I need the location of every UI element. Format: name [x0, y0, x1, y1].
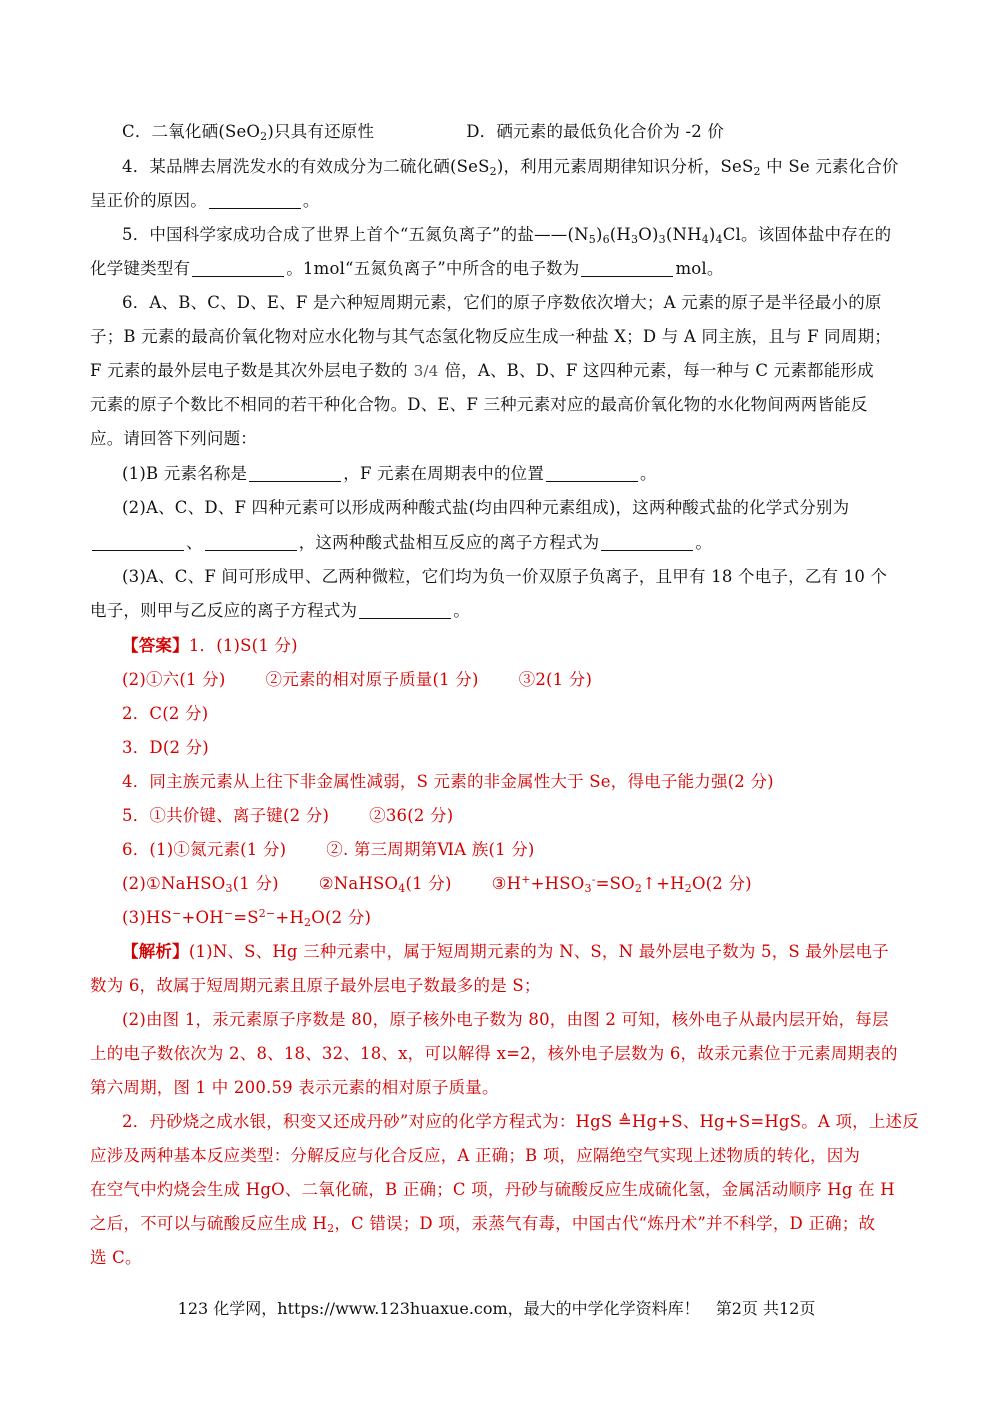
- answer-blank[interactable]: [601, 534, 693, 551]
- answer-blank[interactable]: [249, 465, 341, 482]
- answer-1: 【答案】1．(1)S(1 分): [122, 636, 298, 655]
- analysis-p1-line2: 数为 6，故属于短周期元素且原子最外层电子数最多的是 S；: [90, 976, 541, 995]
- q6-line5: 应。请回答下列问题：: [90, 429, 257, 448]
- answer-4: 4．同主族元素从上往下非金属性减弱，S 元素的非金属性大于 Se，得电子能力强(2 分): [122, 772, 774, 791]
- answer-6-part1: 6．(1)①氮元素(1 分) ②. 第三周期第ⅥA 族(1 分): [122, 840, 535, 859]
- answer-5: 5．①共价键、离子键(2 分) ②36(2 分): [122, 806, 454, 825]
- answer-6-part3: $(3)HS^-+OH^-=S^{2-}+H_2O(2$ 分): [122, 907, 372, 929]
- analysis-p3-line4: 之后，不可以与硫酸反应生成 $H_2$，C 错误；D 项，汞蒸气有毒，中国古代“炼丹术”并不科学，D 正确；故: [90, 1214, 876, 1235]
- answer-3: 3．D(2 分): [122, 738, 209, 757]
- analysis-p3-line5: 选 C。: [90, 1248, 142, 1267]
- q6-part3-line1: (3)A、C、F 间可形成甲、乙两种微粒，它们均为负一价双原子负离子，且甲有 18 个电子，乙有 10 个: [122, 567, 888, 586]
- q4-line1: 4．某品牌去屑洗发水的有效成分为二硫化硒(SeS$_2$)，利用元素周期律知识分析，SeS$_2$ 中 Se 元素化合价: [122, 157, 899, 178]
- analysis-p1-line1: 【解析】(1)N、S、Hg 三种元素中，属于短周期元素的为 N、S，N 最外层电子数为 5，S 最外层电子: [122, 942, 889, 961]
- q4-line2: 呈正价的原因。 。: [90, 191, 320, 210]
- analysis-p2-line3: 第六周期，图 1 中 200.59 表示元素的相对原子质量。: [90, 1078, 499, 1097]
- q6-part2-line1: (2)A、C、D、F 四种元素可以形成两种酸式盐(均由四种元素组成)，这两种酸式盐的化学式分别为: [122, 498, 850, 517]
- q6-line2: 子；B 元素的最高价氧化物对应水化物与其气态氢化物反应生成一种盐 X；D 与 A 同主族，且与 F 同周期；: [90, 327, 891, 346]
- answer-2: 2．C(2 分): [122, 704, 209, 723]
- answer-blank[interactable]: [546, 465, 638, 482]
- analysis-p2-line2: 上的电子数依次为 2、8、18、32、18、x，可以解得 x=2，核外电子层数为 6，故汞元素位于元素周期表的: [90, 1044, 898, 1063]
- answer-blank[interactable]: [92, 534, 184, 551]
- footer-site-text: 123 化学网，https://www.123huaxue.com，最大的中学化学资料库！: [177, 1299, 700, 1318]
- answer-1-part2: (2)①六(1 分) ②元素的相对原子质量(1 分) ③2(1 分): [122, 670, 593, 689]
- q5-line2: 化学键类型有 。1mol“五氮负离子”中所含的电子数为 mol。: [90, 259, 724, 278]
- analysis-p3-line1: 2．丹砂烧之成水银，积变又还成丹砂”对应的化学方程式为：HgS ≜Hg+S、Hg+S=HgS。A 项，上述反: [122, 1112, 919, 1131]
- q3-option-d: D．硒元素的最低负化合价为 -2 价: [466, 122, 725, 141]
- q6-line1: 6．A、B、C、D、E、F 是六种短周期元素，它们的原子序数依次增大；A 元素的原子是半径最小的原: [122, 293, 882, 312]
- q6-line4: 元素的原子个数比不相同的若干种化合物。D、E、F 三种元素对应的最高价氧化物的水化物间两两皆能反: [90, 395, 868, 414]
- analysis-p3-line3: 在空气中灼烧会生成 HgO、二氧化硫，B 正确；C 项，丹砂与硫酸反应生成硫化氢，金属活动顺序 Hg 在 H: [90, 1180, 895, 1199]
- answer-6-part2: (2)①NaHSO$_3$(1 分) ②NaHSO$_4$(1 分) $③H^++HSO_3^-=SO_2↑+H_2O(2$ 分): [122, 873, 752, 895]
- q3-option-c: C．二氧化硒(SeO$_2$)只具有还原性: [122, 122, 375, 143]
- answer-label: 【答案】: [122, 636, 189, 655]
- analysis-label: 【解析】: [122, 942, 189, 961]
- answer-blank[interactable]: [205, 534, 297, 551]
- q3-options: [122, 122, 905, 142]
- q6-part1: (1)B 元素名称是 ，F 元素在周期表中的位置 。: [122, 464, 657, 483]
- fraction-three-quarters: 3/4: [413, 362, 439, 380]
- answer-blank[interactable]: [192, 260, 284, 277]
- answer-blank[interactable]: [359, 602, 451, 619]
- q6-part3-line2: 电子，则甲与乙反应的离子方程式为 。: [90, 601, 470, 620]
- page-footer: [0, 1299, 993, 1319]
- answer-blank[interactable]: [581, 260, 673, 277]
- answer-blank[interactable]: [209, 192, 301, 209]
- analysis-p2-line1: (2)由图 1，汞元素原子序数是 80，原子核外电子数为 80，由图 2 可知，核外电子从最内层开始，每层: [122, 1010, 889, 1029]
- q6-part2-line2: 、 ，这两种酸式盐相互反应的离子方程式为 。: [90, 533, 905, 553]
- analysis-p3-line2: 应涉及两种基本反应类型：分解反应与化合反应，A 正确；B 项，应隔绝空气实现上述物质的转化，因为: [90, 1146, 861, 1165]
- q6-line3: F 元素的最外层电子数是其次外层电子数的 3/4 倍，A、B、D、F 这四种元素，每一种与 C 元素都能形成: [90, 361, 874, 380]
- footer-page-number: 第2页 共12页: [715, 1299, 816, 1318]
- q5-line1: 5．中国科学家成功合成了世界上首个“五氮负离子”的盐$——(N_5)_6(H_3O)_3(NH_4)_4Cl$。该固体盐中存在的: [122, 225, 892, 246]
